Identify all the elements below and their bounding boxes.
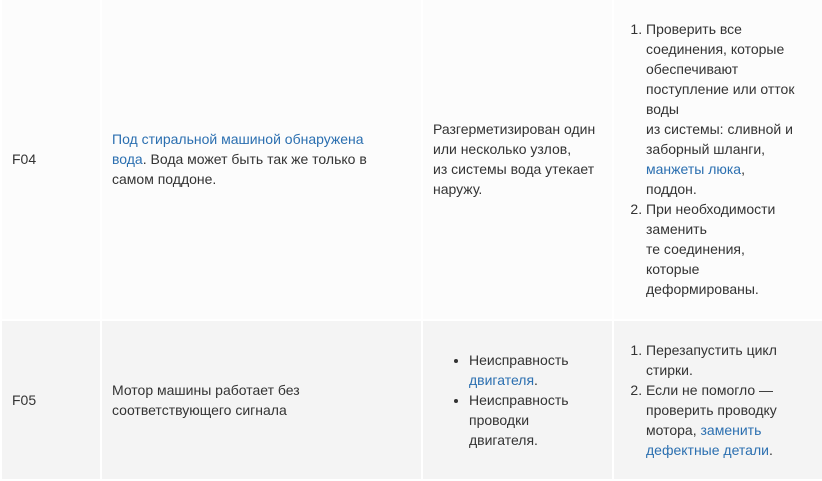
cause-item-1-after: . xyxy=(534,372,538,388)
list-item xyxy=(469,390,579,450)
motor-link[interactable]: двигателя xyxy=(469,372,535,388)
list-item xyxy=(646,340,796,380)
fix-step-1-line2: из системы: сливной и заборный шланги, xyxy=(646,121,793,157)
error-code-cell xyxy=(1,320,101,480)
fix-step-2-text: Если не помогло — проверить проводку мотора, xyxy=(646,382,777,438)
cause-item-2-text: Неисправность проводки двигателя. xyxy=(469,392,569,448)
table-row xyxy=(1,320,822,480)
cause-text-2: из системы вода утекает наружу. xyxy=(433,161,595,197)
error-code: F05 xyxy=(12,392,37,408)
description-cell xyxy=(101,0,422,320)
list-item xyxy=(646,380,796,460)
description-cell xyxy=(101,320,422,480)
list-item xyxy=(646,199,796,299)
cause-item-1-text: Неисправность xyxy=(469,352,569,368)
replace-parts-link[interactable]: заменить дефектные детали xyxy=(646,422,769,458)
list-item xyxy=(646,19,796,199)
fix-step-1-after: , поддон. xyxy=(646,161,745,197)
cause-cell xyxy=(422,320,613,480)
error-code: F04 xyxy=(12,151,37,167)
door-seal-link[interactable]: манжеты люка xyxy=(646,161,742,177)
water-under-machine-link[interactable]: Под стиральной машиной обнаружена вода xyxy=(112,131,364,167)
description-text: Мотор машины работает без соответствующего сигнала xyxy=(112,382,300,418)
list-item xyxy=(469,350,579,390)
table-row xyxy=(1,0,822,320)
cause-text-1: Разгерметизирован один или несколько узлов, xyxy=(433,121,596,157)
description-text: . Вода может быть так же только в самом поддоне. xyxy=(112,151,367,187)
fix-cell xyxy=(613,0,822,320)
cause-cell xyxy=(422,0,613,320)
fix-step-2-after: . xyxy=(768,442,773,458)
fix-step-2-line2: те соединения, которые деформированы. xyxy=(646,241,759,297)
error-code-cell xyxy=(1,0,101,320)
fix-step-1-line1: Проверить все соединения, которые обеспечивают поступление или отток воды xyxy=(646,21,795,117)
fix-cell xyxy=(613,320,822,480)
fix-step-2-line1: При необходимости заменить xyxy=(646,201,776,237)
fix-step-1-text: Перезапустить цикл стирки. xyxy=(646,342,777,378)
